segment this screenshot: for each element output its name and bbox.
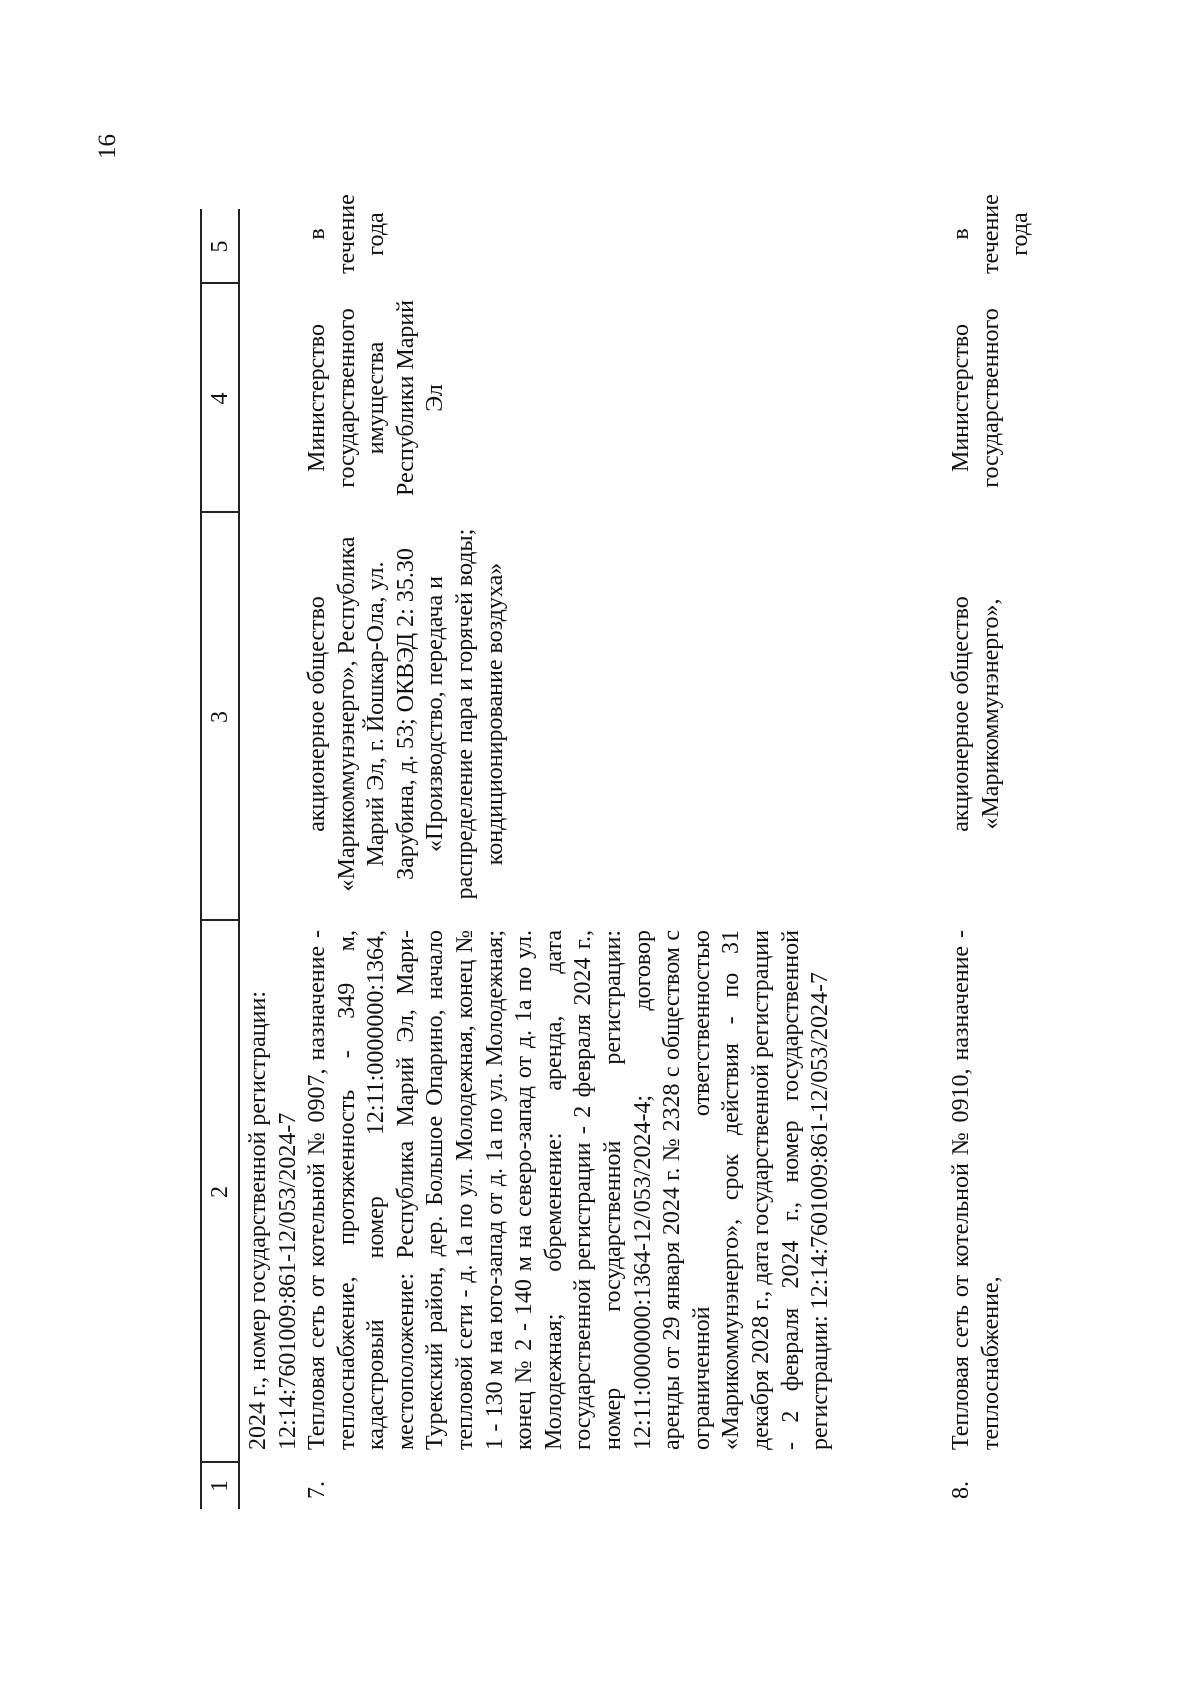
table-top-border — [200, 209, 202, 1509]
row-7-number: 7. — [304, 1481, 330, 1499]
row-7-object-description: Тепловая сеть от котельной № 0907, назначение - теплоснабжение, протяженность - 349 м, кадастровый номер 12:11:0000000:1364, местоположение: Республика Марий Эл, Мари-Турекский район, дер. Большое Опарино, начало тепловой сети - д. 1а по ул. Молодежная, конец № 1 - 130 м на юго-запад от д. 1а по ул. Молодежная; конец № 2 - 140 м на северо-запад от д. 1а по ул. Молодежная; обременение: аренда, дата государственной регистрации - 2 февраля 2024 г., номер государственной регистрации: 12:11:0000000:1364-12/053/2024-4; договор аренды от 29 января 2024 г. № 2328 с обществом с ограниченной ответственностью «Марикоммунэнерго», срок действия - по 31 декабря 2028 г., дата государственной регистрации - 2 февраля 2024 г., номер государственной регистрации: 12:14:7601009:861-12/053/2024-7 — [304, 930, 834, 1450]
continuation-text: 2024 г., номер государственной регистрации: 12:14:7601009:861-12/053/2024-7 — [245, 990, 301, 1450]
row-7-responsible: Министерство государственного имущества Республики Марий Эл — [304, 299, 449, 497]
table-header-border — [238, 209, 240, 1509]
row-7-tenant: акционерное общество «Марикоммунэнерго», Республика Марий Эл, г. Йошкар-Ола, ул. Зарубина, д. 53; ОКВЭД 2: 35.30 «Производство, передача и распределение пара и горячей воды; кондиционирование воздуха» — [304, 528, 508, 900]
row-8-tenant: акционерное общество «Марикоммунэнерго», — [948, 596, 1004, 832]
row-8-deadline: в течение года — [948, 194, 1034, 274]
header-col-5: 5 — [207, 240, 233, 253]
row-8-number: 8. — [948, 1481, 974, 1499]
page-number: 16 — [94, 134, 121, 159]
row-8-responsible: Министерство государственного — [948, 308, 1004, 488]
header-col-2: 2 — [207, 1186, 233, 1198]
row-8-object-description: Тепловая сеть от котельной № 0910, назначение - теплоснабжение, — [948, 930, 1004, 1450]
row-7-deadline: в течение года — [304, 194, 390, 274]
header-col-1: 1 — [207, 1480, 233, 1492]
header-col-3: 3 — [207, 711, 233, 723]
header-col-4: 4 — [207, 392, 233, 405]
